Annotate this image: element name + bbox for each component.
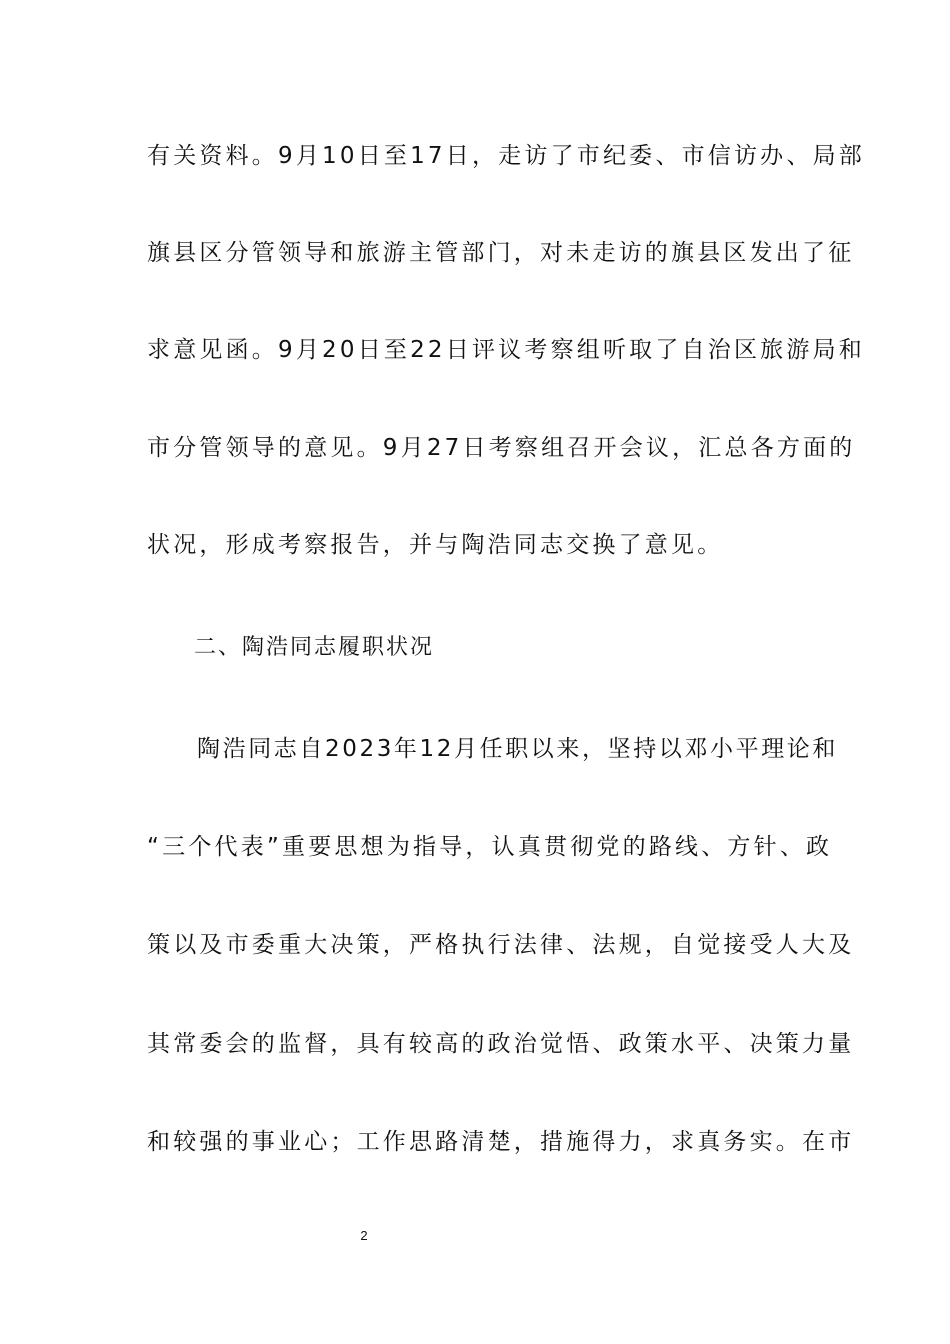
paragraph-line-1: 陶浩同志自2023年12月任职以来，坚持以邓小平理论和 xyxy=(197,736,838,762)
page-number: 2 xyxy=(360,1228,368,1243)
text-line-1: 有关资料。9月10日至17日，走访了市纪委、市信访办、局部 xyxy=(147,143,865,169)
text-line-3: 求意见函。9月20日至22日评议考察组听取了自治区旅游局和 xyxy=(147,337,865,363)
paragraph-line-4: 其常委会的监督，具有较高的政治觉悟、政策水平、决策力量 xyxy=(147,1031,855,1057)
text-line-2: 旗县区分管领导和旅游主管部门，对未走访的旗县区发出了征 xyxy=(147,240,855,266)
paragraph-line-5: 和较强的事业心；工作思路清楚，措施得力，求真务实。在市 xyxy=(147,1129,855,1155)
paragraph-line-2: “三个代表”重要思想为指导，认真贯彻党的路线、方针、政 xyxy=(147,834,833,860)
paragraph-line-3: 策以及市委重大决策，严格执行法律、法规，自觉接受人大及 xyxy=(147,932,855,958)
text-line-4: 市分管领导的意见。9月27日考察组召开会议，汇总各方面的 xyxy=(147,435,856,461)
section-heading: 二、陶浩同志履职状况 xyxy=(194,635,435,660)
text-line-5: 状况，形成考察报告，并与陶浩同志交换了意见。 xyxy=(147,532,724,558)
